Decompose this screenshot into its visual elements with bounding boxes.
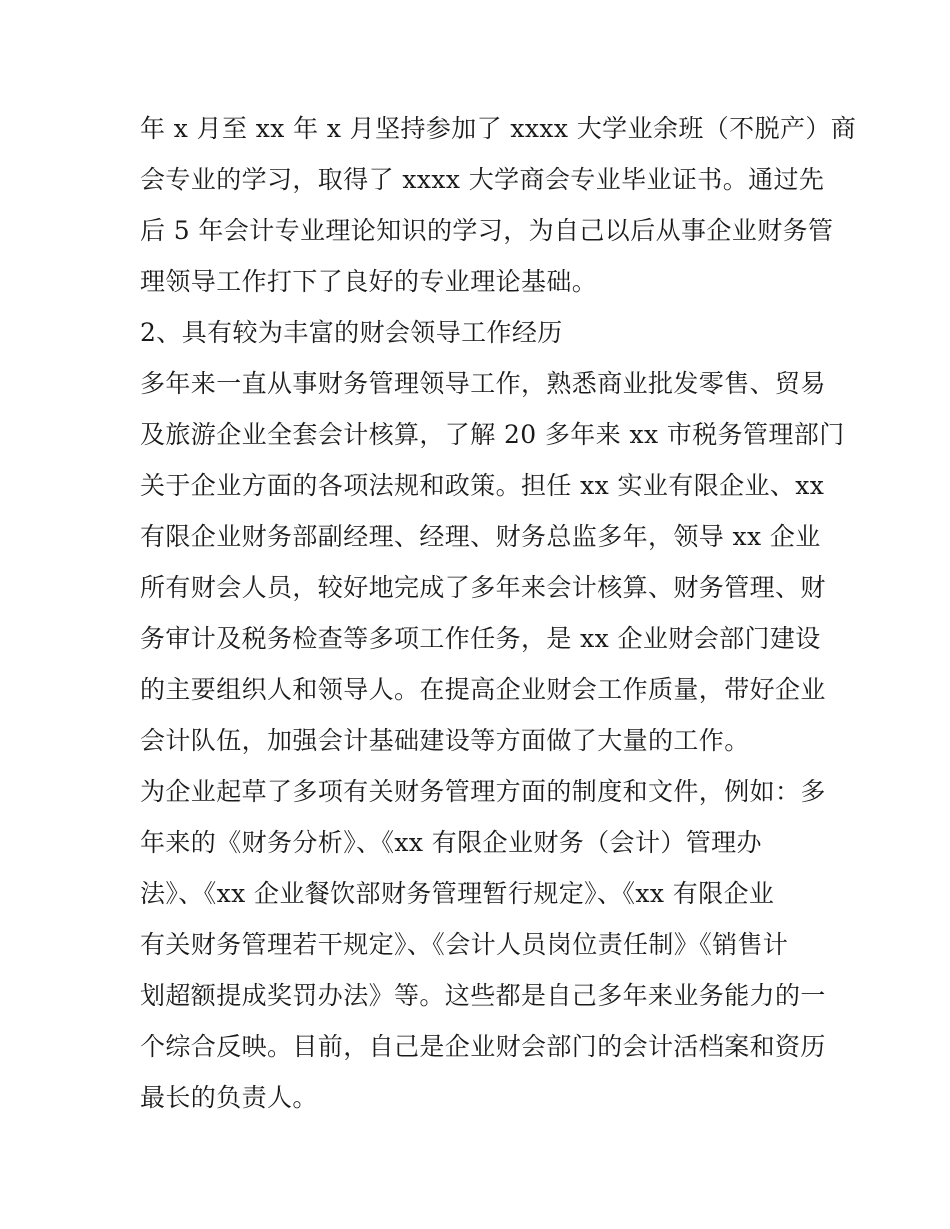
text-line: 为企业起草了多项有关财务管理方面的制度和文件，例如：多 [140, 777, 826, 806]
text-line: 后 5 年会计专业理论知识的学习，为自己以后从事企业财务管 [140, 216, 834, 245]
text-line: 年来的《财务分析》、《xx 有限企业财务（会计）管理办 [140, 828, 762, 857]
text-line: 有限企业财务部副经理、经理、财务总监多年，领导 xx 企业 [140, 522, 821, 551]
text-line: 关于企业方面的各项法规和政策。担任 xx 实业有限企业、xx [140, 471, 825, 500]
text-line: 法》、《xx 企业餐饮部财务管理暂行规定》、《xx 有限企业 [140, 879, 775, 908]
section-heading: 2、具有较为丰富的财会领导工作经历 [140, 318, 563, 347]
text-line: 理领导工作打下了良好的专业理论基础。 [140, 267, 598, 296]
text-line: 最长的负责人。 [140, 1083, 318, 1112]
text-line: 及旅游企业全套会计核算，了解 20 多年来 xx 市税务管理部门 [140, 420, 845, 449]
text-line: 的主要组织人和领导人。在提高企业财会工作质量，带好企业 [140, 675, 826, 704]
text-line: 有关财务管理若干规定》、《会计人员岗位责任制》《销售计 [140, 930, 789, 959]
text-line: 个综合反映。目前，自己是企业财会部门的会计活档案和资历 [140, 1032, 826, 1061]
text-line: 会计队伍，加强会计基础建设等方面做了大量的工作。 [140, 726, 750, 755]
text-line: 会专业的学习，取得了 xxxx 大学商会专业毕业证书。通过先 [140, 165, 825, 194]
text-line: 所有财会人员，较好地完成了多年来会计核算、财务管理、财 [140, 573, 826, 602]
text-line: 划超额提成奖罚办法》等。这些都是自己多年来业务能力的一 [140, 981, 826, 1010]
text-line: 多年来一直从事财务管理领导工作，熟悉商业批发零售、贸易 [140, 369, 826, 398]
document-body [140, 103, 857, 1123]
text-line: 务审计及税务检查等多项工作任务，是 xx 企业财会部门建设 [140, 624, 821, 653]
text-line: 年 x 月至 xx 年 x 月坚持参加了 xxxx 大学业余班（不脱产）商 [140, 114, 857, 143]
